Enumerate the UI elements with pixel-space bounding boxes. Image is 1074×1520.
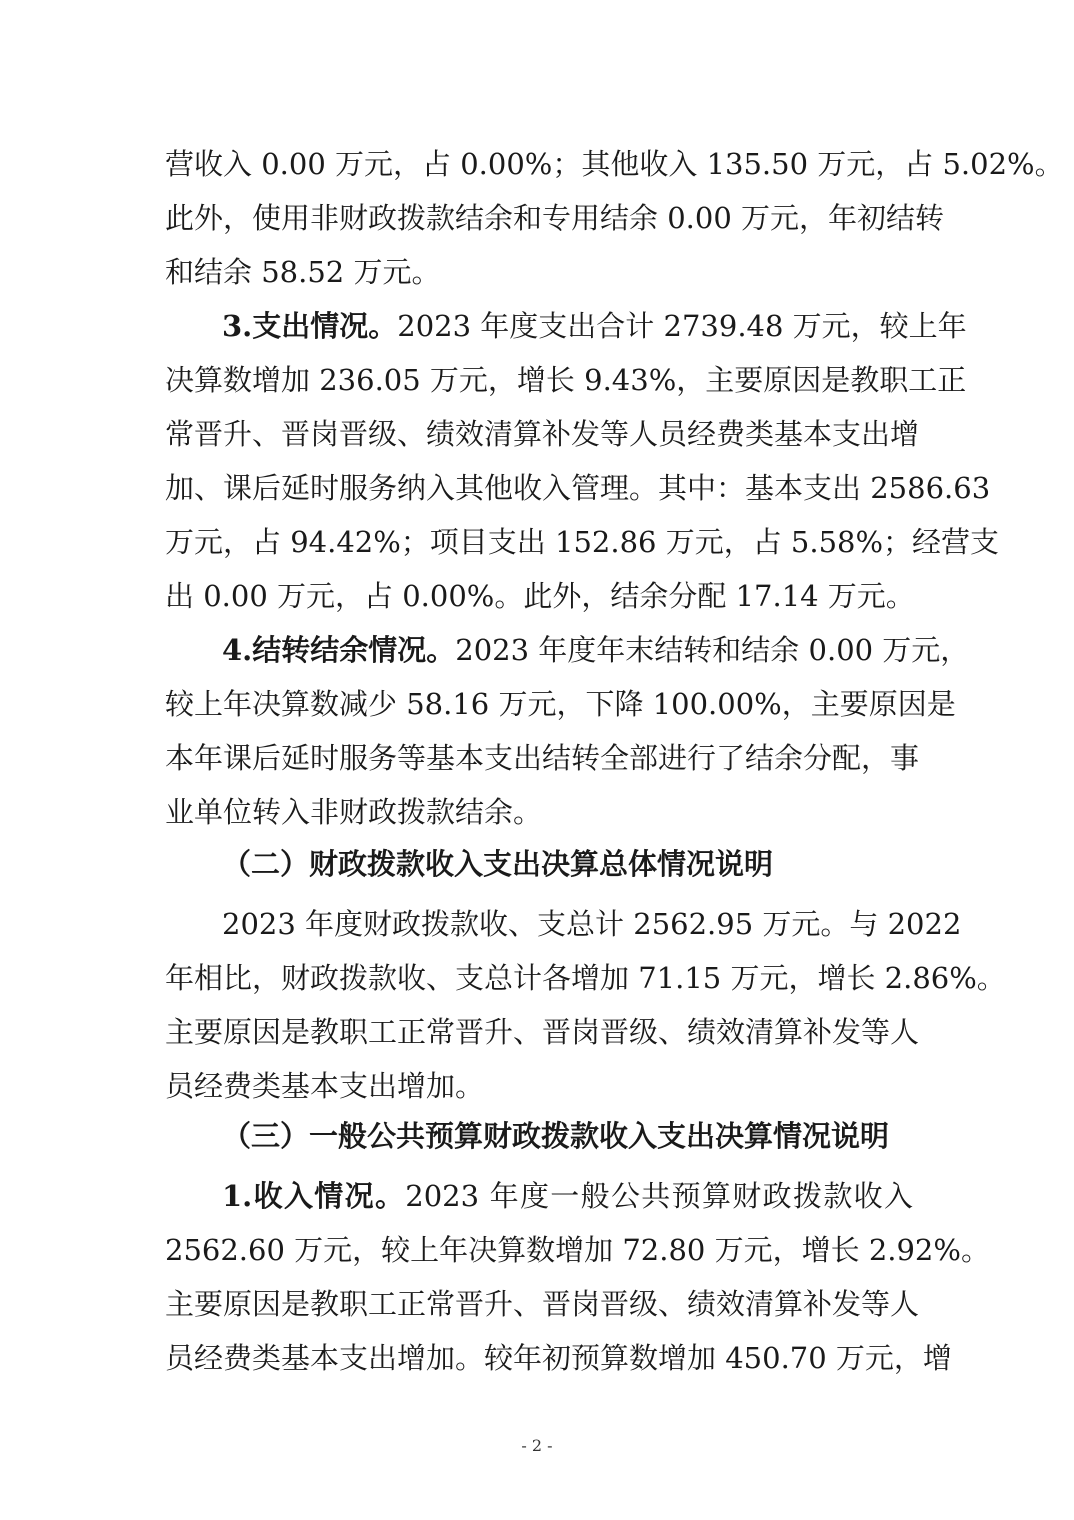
text-span: 2023 年度支出合计 2739.48 万元，较上年 [397, 309, 967, 343]
text-line: 业单位转入非财政拨款结余。 [165, 795, 543, 829]
section-title-expenditure: 3.支出情况。 [222, 309, 398, 343]
text-line: 员经费类基本支出增加。 [165, 1069, 485, 1103]
text-line: 万元，占 94.42%；项目支出 152.86 万元，占 5.58%；经营支 [165, 525, 1000, 559]
page-number: - 2 - [521, 1436, 553, 1455]
text-line: 2562.60 万元，较上年决算数增加 72.80 万元，增长 2.92%。 [165, 1233, 990, 1267]
text-line: 出 0.00 万元，占 0.00%。此外，结余分配 17.14 万元。 [165, 579, 915, 613]
text-line: 和结余 58.52 万元。 [165, 255, 441, 289]
section-title-income: 1.收入情况。 [222, 1179, 406, 1213]
section-title-carryover: 4.结转结余情况。 [222, 633, 456, 667]
text-line: 员经费类基本支出增加。较年初预算数增加 450.70 万元，增 [165, 1341, 952, 1375]
text-line: 加、课后延时服务纳入其他收入管理。其中：基本支出 2586.63 [165, 471, 991, 505]
text-line: 常晋升、晋岗晋级、绩效清算补发等人员经费类基本支出增 [165, 417, 920, 451]
section-heading-fiscal-overview: （二）财政拨款收入支出决算总体情况说明 [222, 847, 774, 881]
text-line: 年相比，财政拨款收、支总计各增加 71.15 万元，增长 2.86%。 [165, 961, 1006, 995]
text-span: 2023 年度年末结转和结余 0.00 万元， [455, 633, 970, 667]
section-heading-general-budget: （三）一般公共预算财政拨款收入支出决算情况说明 [222, 1119, 890, 1153]
text-line: 本年课后延时服务等基本支出结转全部进行了结余分配，事 [165, 741, 920, 775]
paragraph-first-line [222, 1176, 913, 1216]
paragraph-first-line [222, 630, 970, 670]
text-line: 主要原因是教职工正常晋升、晋岗晋级、绩效清算补发等人 [165, 1015, 920, 1049]
text-line: 此外，使用非财政拨款结余和专用结余 0.00 万元，年初结转 [165, 201, 945, 235]
text-line: 主要原因是教职工正常晋升、晋岗晋级、绩效清算补发等人 [165, 1287, 920, 1321]
text-line: 营收入 0.00 万元，占 0.00%；其他收入 135.50 万元，占 5.02%。 [165, 147, 1064, 181]
text-line: 2023 年度财政拨款收、支总计 2562.95 万元。与 2022 [222, 907, 962, 941]
text-line: 较上年决算数减少 58.16 万元，下降 100.00%，主要原因是 [165, 687, 956, 721]
text-span: 2023 年度一般公共预算财政拨款收入 [405, 1179, 913, 1213]
paragraph-first-line [222, 306, 967, 346]
text-line: 决算数增加 236.05 万元，增长 9.43%，主要原因是教职工正 [165, 363, 967, 397]
